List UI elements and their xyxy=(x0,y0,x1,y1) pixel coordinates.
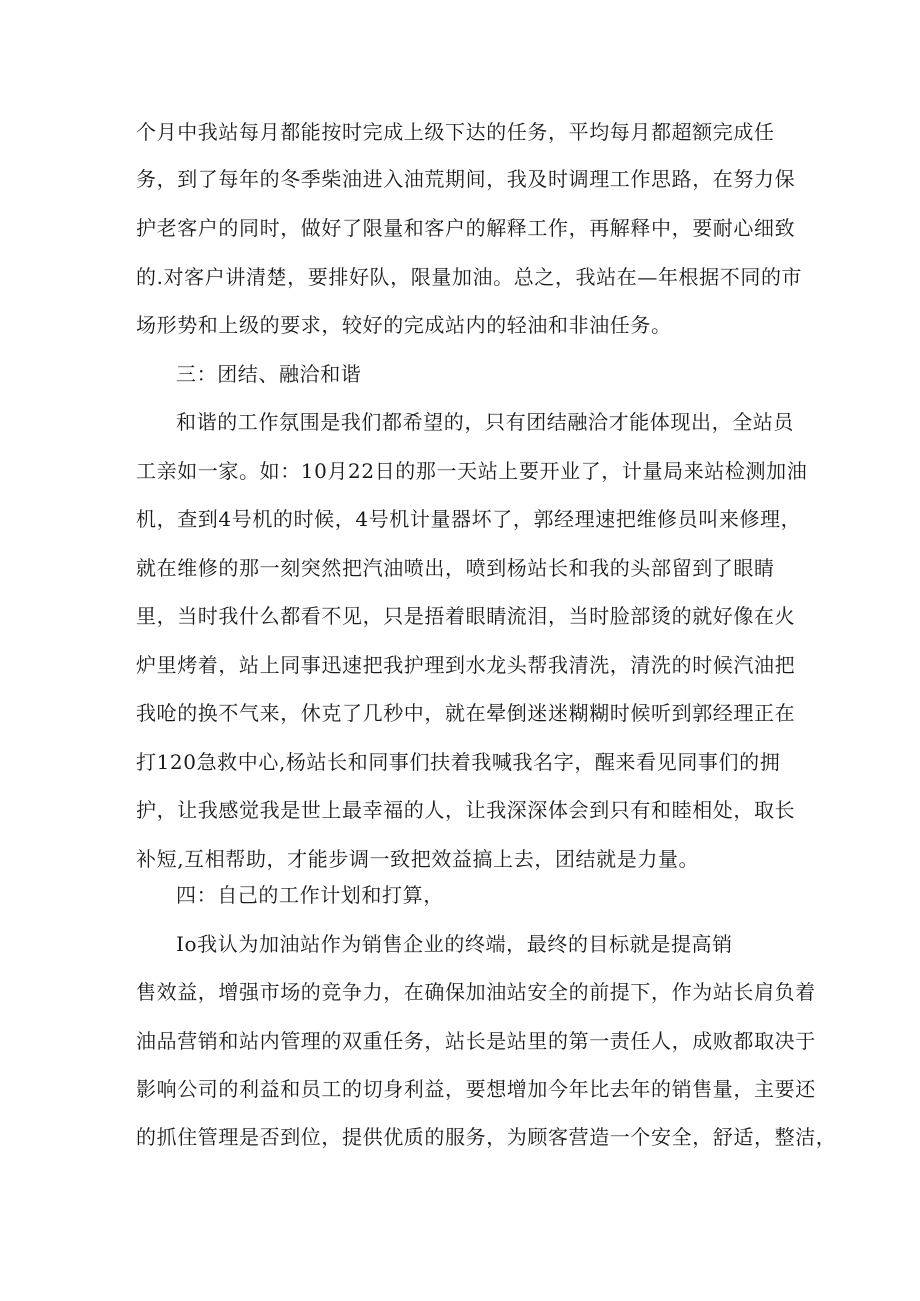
text-line: 的抓住管理是否到位，提供优质的服务，为顾客营造一个安全，舒适，整洁， xyxy=(136,1125,837,1149)
text-line: Io我认为加油站作为销售企业的终端，最终的目标就是提高销 xyxy=(176,932,733,956)
text-line: 炉里烤着，站上同事迅速把我护理到水龙头帮我清洗，清洗的时候汽油把 xyxy=(136,653,796,677)
section-heading-four: 四：自己的工作计划和打算， xyxy=(176,883,444,907)
text-line: 护老客户的同时，做好了限量和客户的解释工作，再解释中，要耐心细致 xyxy=(136,216,796,240)
text-line: 油品营销和站内管理的双重任务，站长是站里的第一责任人，成败都取决于 xyxy=(136,1029,816,1053)
text-line: 就在维修的那一刻突然把汽油喷出，喷到杨站长和我的头部留到了眼睛 xyxy=(136,556,775,580)
text-line: 务，到了每年的冬季柴油进入油荒期间，我及时调理工作思路，在努力保 xyxy=(136,167,796,191)
text-line: 和谐的工作氛围是我们都希望的，只有团结融洽才能体现出，全站员 xyxy=(176,410,794,434)
text-line: 的.对客户讲清楚，要排好队，限量加油。总之，我站在—年根据不同的市 xyxy=(136,265,803,289)
text-line: 护，让我感觉我是世上最幸福的人，让我深深体会到只有和睦相处，取长 xyxy=(136,798,796,822)
text-line: 售效益，增强市场的竞争力，在确保加油站安全的前提下，作为站长肩负着 xyxy=(136,980,816,1004)
text-line: 影响公司的利益和员工的切身利益，要想增加今年比去年的销售量，主要还 xyxy=(136,1077,816,1101)
text-line: 机，查到4号机的时候，4号机计量器坏了，郭经理速把维修员叫来修理， xyxy=(136,507,802,531)
text-line: 我呛的换不气来，休克了几秒中，就在晕倒迷迷糊糊时候听到郭经理正在 xyxy=(136,701,796,725)
text-line: 场形势和上级的要求，较好的完成站内的轻油和非油任务。 xyxy=(136,313,672,337)
section-heading-three: 三：团结、融洽和谐 xyxy=(176,362,362,386)
text-line: 打120急救中心,杨站长和同事们扶着我喊我名字，醒来看见同事们的拥 xyxy=(136,750,781,774)
text-line: 工亲如一家。如：10月22日的那一天站上要开业了，计量局来站检测加油 xyxy=(136,459,808,483)
text-line: 里，当时我什么都看不见，只是捂着眼睛流泪，当时脸部烫的就好像在火 xyxy=(136,604,796,628)
text-line: 补短,互相帮助，才能步调一致把效益搞上去，团结就是力量。 xyxy=(136,847,700,871)
text-line: 个月中我站每月都能按时完成上级下达的任务，平均每月都超额完成任 xyxy=(136,120,775,144)
